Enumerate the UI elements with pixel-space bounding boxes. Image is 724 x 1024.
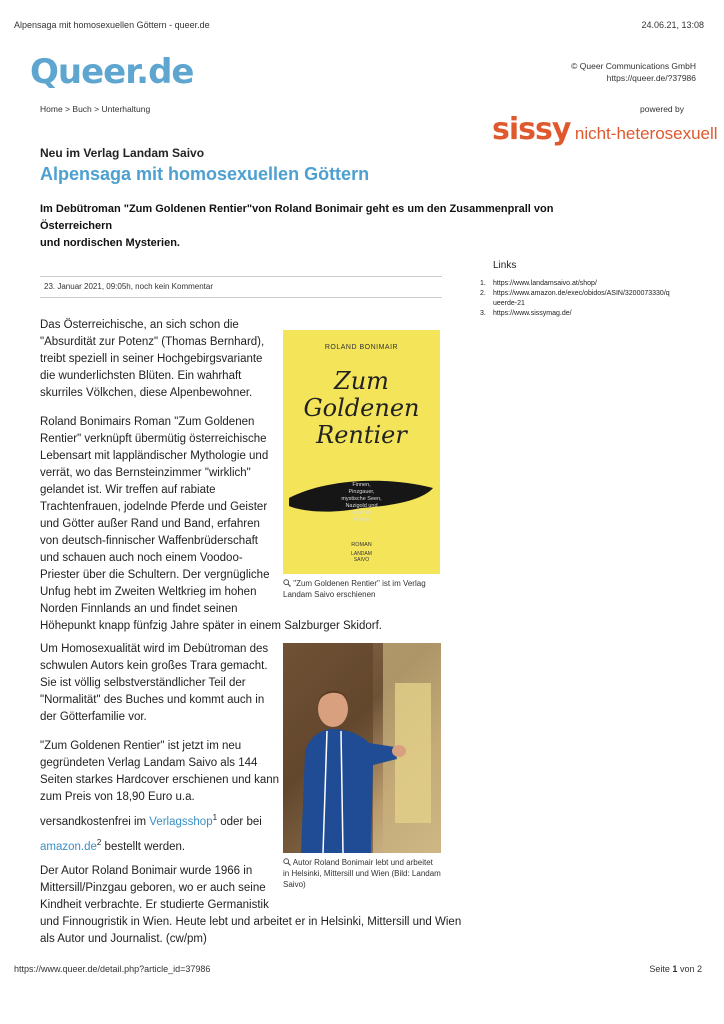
link-number: 3. [480,310,486,317]
caption-line: in Helsinki, Mittersill und Wien (Bild: Landam [283,869,441,878]
caption-line: Saivo) [283,880,306,889]
book-blurb [283,482,440,524]
text-line: Kindheit verbrachte. Er studierte Germanistik [40,899,269,911]
text-line: Das Österreichische, an sich schon die [40,319,239,331]
text-line: Norden Finnlands an und findet seinen [40,603,238,615]
lead-line: Im Debütroman "Zum Goldenen Rentier"von Roland Bonimair geht es um den Zusammenprall von Österreichern [40,203,554,232]
lead-line: und nordischen Mysterien. [40,237,180,249]
site-info [571,60,696,84]
copyright: © Queer Communications GmbH [571,61,696,71]
print-footer-url: https://www.queer.de/detail.php?article_id=37986 [14,964,211,974]
book-caption [283,578,443,600]
book-genre: ROMAN [351,542,372,548]
article-title: Alpensaga mit homosexuellen Göttern [40,164,370,184]
link-url[interactable]: https://www.amazon.de/exec/obidos/ASIN/3200073330/q [493,290,670,297]
text-line: Um Homosexualität wird im Debütroman des [40,643,269,655]
text-line: skurriles Völkchen, diese Alpenbewohner. [40,387,253,399]
link-item[interactable] [480,289,695,309]
blurb-line: jodelnde [351,510,372,516]
text-line: gegründeten Verlag Landam Saivo als 144 [40,757,258,769]
links-heading: Links [493,260,517,271]
blurb-line: Finnen, [352,482,371,488]
book-title-line: Rentier [316,421,407,449]
text-line: Roland Bonimairs Roman "Zum Goldenen [40,416,255,428]
author-photo[interactable] [283,643,441,853]
print-header-title: Alpensaga mit homosexuellen Göttern - queer.de [14,20,210,30]
page-label: Seite [649,964,670,974]
blurb-line: Pferde [353,517,370,523]
text-line: Priester über die Schultern. Der vergnügliche [40,569,270,581]
text-line: Sie ist völlig selbstverständlicher Teil der [40,677,246,689]
link-number: 1. [480,280,486,287]
article-lead [40,201,620,252]
text-segment: versandkostenfrei im [40,815,150,828]
text-line: Unfug hebt im Zweiten Weltkrieg im hohen [40,586,257,598]
article-kicker: Neu im Verlag Landam Saivo [40,146,205,160]
publisher-line: SAIVO [353,557,370,563]
text-line [40,834,279,856]
caption-line: Autor Roland Bonimair lebt und arbeitet [292,858,433,867]
print-footer-page [649,964,702,974]
breadcrumb-home[interactable]: Home [40,104,63,114]
text-line: gelandet ist. Wir treffen auf rabiate [40,484,216,496]
blurb-line: Nazigold und [345,503,378,509]
text-line: "Absurdität zur Potenz" (Thomas Bernhard), [40,336,265,348]
text-line: der Götterfamilie vor. [40,711,147,723]
breadcrumb-sep: > [65,104,71,114]
publisher-line: LANDAM [351,551,372,557]
text-line: Höhepunkt knapp fünfzig Jahre später in einem Salzburger Skidorf. [40,620,383,632]
text-line: von deutsch-finnischer Waffenbrüderschaft [40,535,258,547]
sissy-brand: sissy [492,112,571,147]
link-url[interactable]: https://www.sissymag.de/ [493,310,572,317]
text-line: die wunderlichsten Blüten. Ein wahrhaft [40,370,242,382]
text-line: und Finnougristik in Wien. Heute lebt und arbeitet er in Helsinki, Mittersill und Wien [40,916,462,928]
book-publisher [283,551,440,563]
breadcrumb-sep: > [94,104,100,114]
caption-line: Landam Saivo erschienen [283,590,376,599]
text-line: Der Autor Roland Bonimair wurde 1966 in [40,865,253,877]
link-url[interactable]: ueerde-21 [493,300,525,307]
page-of: von [679,964,695,974]
sissy-logo[interactable] [492,112,718,147]
breadcrumb-unterhaltung[interactable]: Unterhaltung [101,104,151,114]
blurb-line: mystische Seen, [341,496,382,502]
text-line: Mittersill/Pinzgau geboren, wo er auch seine [40,882,266,894]
article-meta-bar [40,276,442,298]
text-line: Seiten starkes Hardcover erschienen und kann [40,774,280,786]
author-photo-graphic [283,643,441,853]
text-line: schwulen Autors kein großes Trara gemacht. [40,660,268,672]
footnote-ref-1: 1 [212,813,218,822]
book-cover-image[interactable] [283,330,440,574]
powered-by-label: powered by [640,104,684,114]
text-line: "Normalität" des Buches und kommt auch in [40,694,265,706]
paragraph-4 [40,738,279,856]
paragraph-5 [40,863,461,948]
breadcrumb [40,104,150,114]
text-line: Lebensart mit lappländischer Mythologie und [40,450,269,462]
text-line: und Götter außer Rand und Band, erfahren [40,518,260,530]
print-header-datetime: 24.06.21, 13:08 [641,20,704,30]
link-url[interactable]: https://www.landamsaivo.at/shop/ [493,280,597,287]
site-logo[interactable]: Queer.de [30,52,194,92]
text-line: verrät, wo das Bernsteinzimmer "wirklich" [40,467,251,479]
text-line: als Autor und Journalist. (cw/pm) [40,933,207,945]
breadcrumb-buch[interactable]: Buch [72,104,92,114]
book-author: ROLAND BONIMAIR [324,344,399,351]
book-title-line: Goldenen [303,394,420,422]
magnifier-icon[interactable] [283,579,291,587]
text-line: treibt speziell in seiner Hochgebirgsvariante [40,353,263,365]
blurb-line: Pinzgauer, [348,489,375,495]
sissy-tagline: nicht-heterosexuell [574,124,718,143]
text-line: zum Preis von 18,90 Euro u.a. [40,791,195,803]
link-item[interactable] [480,279,695,289]
book-title [283,368,440,449]
verlagsshop-link[interactable]: Verlagsshop [149,815,213,828]
link-item[interactable] [480,309,695,319]
caption-line: "Zum Goldenen Rentier" ist im Verlag [293,579,426,588]
text-line: "Zum Goldenen Rentier" ist jetzt im neu [40,740,242,752]
short-url[interactable]: https://queer.de/?37986 [606,73,696,83]
text-line: Rentier" verknüpft übermütig österreichische [40,433,267,445]
footnote-ref-2: 2 [96,837,102,847]
link-number: 2. [480,290,486,297]
text-line: und schauen auch noch einem Voodoo- [40,552,243,564]
links-list [480,279,695,319]
book-title-line: Zum [334,367,389,395]
text-segment: bestellt werden. [101,840,186,853]
text-segment: oder bei [217,815,262,828]
text-line: Trachtenfrauen, jodelnde Pferde und Geister [40,501,268,513]
article-meta: 23. Januar 2021, 09:05h, noch kein Kommentar [44,282,213,291]
paragraph-3 [40,641,268,726]
text-line [40,809,279,831]
amazon-link[interactable]: amazon.de [40,840,97,853]
page-total: 2 [696,964,702,974]
paragraph-1 [40,317,264,402]
page-current: 1 [672,964,678,974]
